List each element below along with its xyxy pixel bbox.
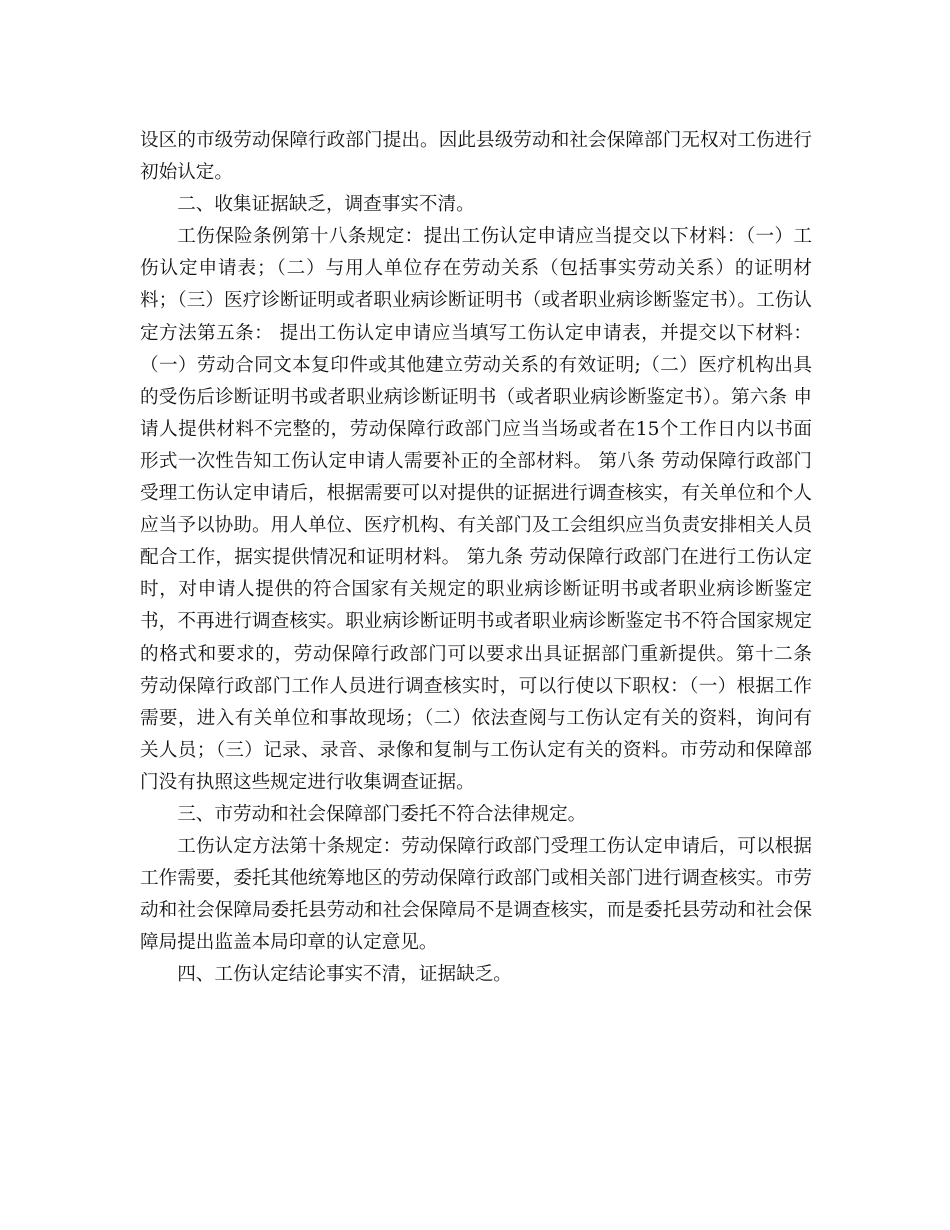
paragraph-entrustment: 工伤认定方法第十条规定：劳动保障行政部门受理工伤认定申请后，可以根据工作需要，委托其他统筹地区的劳动保障行政部门或相关部门进行调查核实。市劳动和社会保障局委托县劳动和社会保障局不是调查核实，而是委托县劳动和社会保障局提出监盖本局印章的认定意见。 xyxy=(140,836,812,954)
section-heading-2: 二、收集证据缺乏，调查事实不清。 xyxy=(177,194,475,216)
paragraph-evidence-rules: 工伤保险条例第十八条规定：提出工伤认定申请应当提交以下材料：（一）工伤认定申请表；（二）与用人单位存在劳动关系（包括事实劳动关系）的证明材料；（三）医疗诊断证明或者职业病诊断证明书（或者职业病诊断鉴定书）。工伤认定方法第五条： 提出工伤认定申请应当填写工伤认定申请表，并提交以下材料：（一）劳动合同文本复印件或其他建立劳动关系的有效证明;（二）医疗机构出具的受伤后诊断证明书或者职业病诊断证明书（或者职业病诊断鉴定书）。第六条 申请人提供材料不完整的，劳动保障行政部门应当当场或者在15个工作日内以书面形式一次性告知工伤认定申请人需要补正的全部材料。 第八条 劳动保障行政部门受理工伤认定申请后，根据需要可以对提供的证据进行调查核实，有关单位和个人应当予以协助。用人单位、医疗机构、有关部门及工会组织应当负责安排相关人员配合工作，据实提供情况和证明材料。 第九条 劳动保障行政部门在进行工伤认定时，对申请人提供的符合国家有关规定的职业病诊断证明书或者职业病诊断鉴定书，不再进行调查核实。职业病诊断证明书或者职业病诊断鉴定书不符合国家规定的格式和要求的，劳动保障行政部门可以要求出具证据部门重新提供。第十二条 劳动保障行政部门工作人员进行调查核实时，可以行使以下职权：（一）根据工作需要，进入有关单位和事故现场；（二）依法查阅与工伤认定有关的资料，询问有关人员；（三）记录、录音、录像和复制与工伤认定有关的资料。市劳动和保障部门没有执照这些规定进行收集调查证据。 xyxy=(140,226,812,793)
section-heading-3: 三、市劳动和社会保障部门委托不符合法律规定。 xyxy=(177,803,587,825)
section-heading-4: 四、工伤认定结论事实不清，证据缺乏。 xyxy=(177,964,512,986)
document-page xyxy=(140,125,812,992)
paragraph-continuation: 设区的市级劳动保障行政部门提出。因此县级劳动和社会保障部门无权对工伤进行初始认定。 xyxy=(140,130,812,184)
